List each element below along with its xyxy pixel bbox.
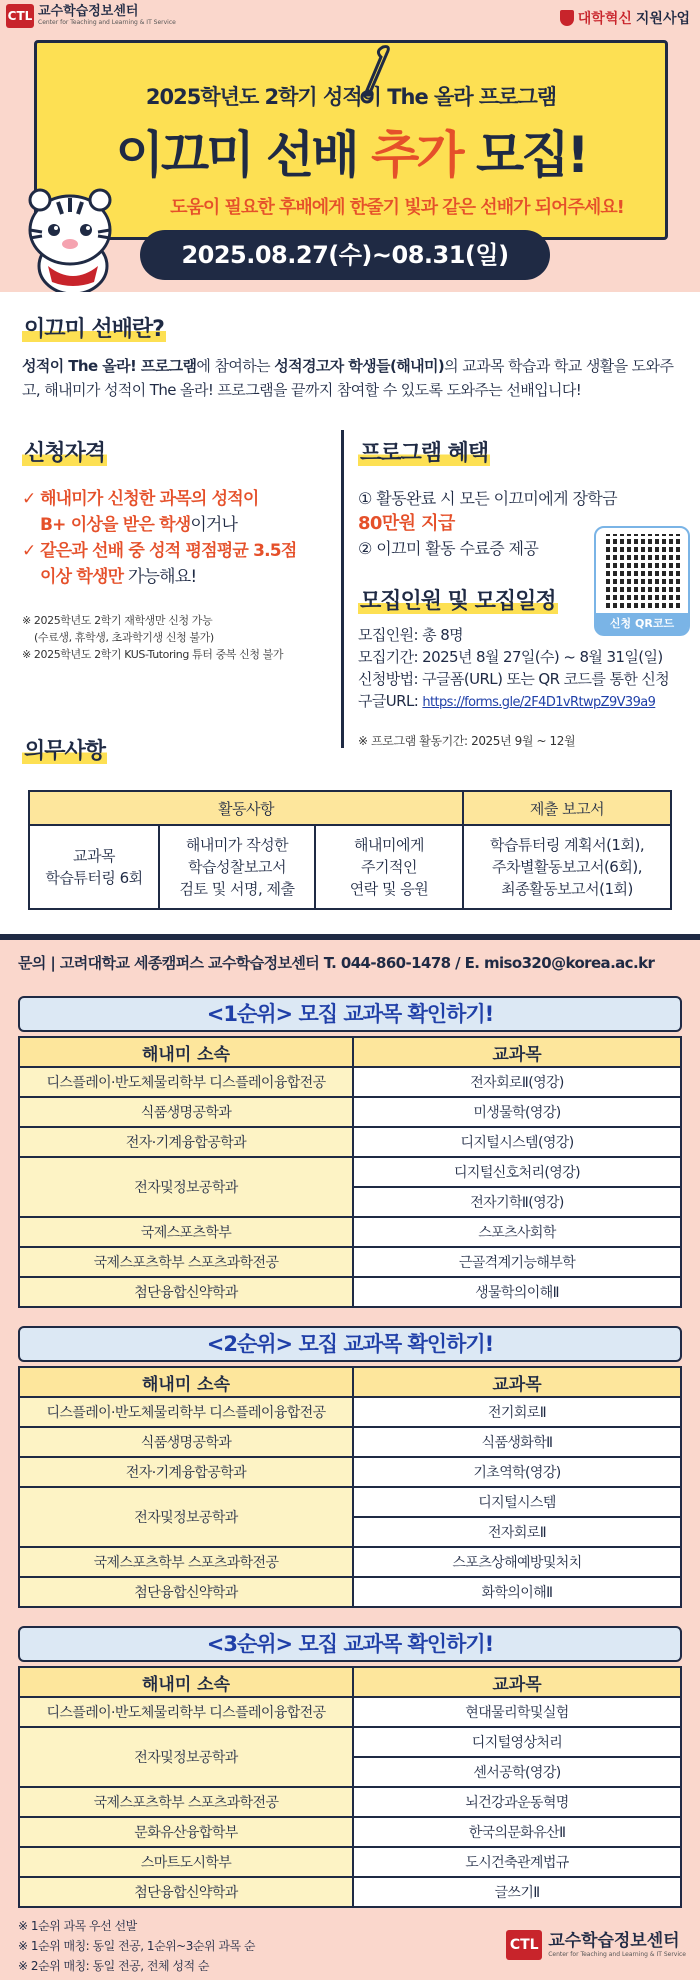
ctl-logo	[6, 4, 176, 28]
course-cell: 뇌건강과운동혁명	[353, 1787, 681, 1817]
qualification-note-1: ※ 2025학년도 2학기 재학생만 신청 가능	[22, 614, 213, 627]
dept-cell: 디스플레이·반도체물리학부 디스플레이융합전공	[19, 1067, 353, 1097]
course-cell: 한국의문화유산Ⅱ	[353, 1817, 681, 1847]
course-cell: 기초역학(영강)	[353, 1457, 681, 1487]
qualification-item-2	[22, 538, 342, 564]
dept-cell: 디스플레이·반도체물리학부 디스플레이융합전공	[19, 1397, 353, 1427]
dept-cell: 국제스포츠학부	[19, 1217, 353, 1247]
course-cell: 근골격계기능해부학	[353, 1247, 681, 1277]
rank1-heading: <1순위> 모집 교과목 확인하기!	[18, 996, 682, 1032]
check-icon: ✓	[22, 541, 36, 561]
qualification-line2-red: B+ 이상을 받은 학생	[40, 515, 191, 535]
tiger-mascot-icon	[18, 186, 128, 296]
dept-cell: 식품생명공학과	[19, 1097, 353, 1127]
dept-cell: 전자·기계융합공학과	[19, 1127, 353, 1157]
course-cell: 디지털영상처리	[353, 1727, 681, 1757]
footnote: ※ 1순위 매칭: 동일 전공, 1순위~3순위 과목 순	[18, 1939, 255, 1953]
course-cell: 디지털시스템(영강)	[353, 1127, 681, 1157]
table-row	[19, 1067, 681, 1097]
ctl-logo-bottom	[506, 1930, 686, 1960]
rank1-table	[18, 1036, 682, 1308]
title-accent: 추가	[370, 126, 462, 184]
recruit-count: 모집인원: 총 8명	[358, 626, 464, 644]
ctl-logo-subname: Center for Teaching and Learning & IT Service	[548, 1951, 686, 1958]
rank-head-course: 교과목	[353, 1367, 681, 1397]
qualification-line2-rest: 이거나	[190, 515, 238, 535]
table-row	[19, 1157, 681, 1187]
table-row	[19, 1847, 681, 1877]
duty-cell: 해내미가 작성한 학습성찰보고서 검토 및 서명, 제출	[159, 825, 315, 909]
rank-head-course: 교과목	[353, 1037, 681, 1067]
intro-text-1: 에 참여하는	[196, 357, 275, 375]
program-subtitle: 2025학년도 2학기 성적이 The 올라 프로그램	[145, 85, 557, 109]
ctl-logo-subname: Center for Teaching and Learning & IT Service	[38, 19, 176, 26]
duty-heading-text: 의무사항	[24, 739, 106, 764]
contact-info: 문의 | 고려대학교 세종캠퍼스 교수학습정보센터 T. 044-860-1478 / E. miso320@korea.ac.kr	[18, 954, 655, 972]
qr-code-icon	[606, 534, 680, 608]
table-row	[19, 1127, 681, 1157]
intro-heading-text: 이끄미 선배란?	[24, 317, 164, 342]
benefit-scholarship: 80만원 지급	[358, 513, 455, 534]
intro-bold-2: 성적경고자 학생들(해내미)	[274, 357, 445, 375]
duty-cell: 교과목 학습튜터링 6회	[29, 825, 159, 909]
tagline: 도움이 필요한 후배에게 한줄기 빛과 같은 선배가 되어주세요!	[170, 197, 624, 218]
dept-cell: 첨단융합신약학과	[19, 1277, 353, 1307]
innovation-logo	[560, 8, 690, 28]
column-divider	[341, 430, 344, 748]
duty-cell: 학습튜터링 계획서(1회), 주차별활동보고서(6회), 최종활동보고서(1회)	[463, 825, 671, 909]
table-row	[19, 1247, 681, 1277]
ctl-logo-mark: CTL	[6, 4, 34, 28]
hero-banner	[34, 40, 668, 240]
dept-cell: 국제스포츠학부 스포츠과학전공	[19, 1247, 353, 1277]
dept-cell: 첨단융합신약학과	[19, 1877, 353, 1907]
course-cell: 전자기학Ⅱ(영강)	[353, 1187, 681, 1217]
dept-cell: 전자·기계융합공학과	[19, 1457, 353, 1487]
recruit-date-badge: 2025.08.27(수)~08.31(일)	[140, 230, 550, 280]
recruit-heading	[358, 584, 558, 615]
dept-cell: 문화유산융합학부	[19, 1817, 353, 1847]
qualification-line1: 해내미가 신청한 과목의 성적이	[40, 489, 259, 509]
qualification-line3: 같은과 선배 중 성적 평점평균 3.5점	[40, 541, 297, 561]
dept-cell: 식품생명공학과	[19, 1427, 353, 1457]
table-row	[19, 1097, 681, 1127]
table-row	[19, 1457, 681, 1487]
table-row	[19, 1787, 681, 1817]
rank-head-dept: 해내미 소속	[19, 1367, 353, 1397]
table-row	[19, 1547, 681, 1577]
intro-heading	[22, 312, 166, 343]
ctl-logo-name: 교수학습정보센터	[548, 1931, 680, 1951]
rank3-table	[18, 1666, 682, 1908]
page-title	[37, 115, 665, 187]
table-row	[19, 1277, 681, 1307]
dept-cell: 국제스포츠학부 스포츠과학전공	[19, 1547, 353, 1577]
course-cell: 디지털신호처리(영강)	[353, 1157, 681, 1187]
qualification-line4-red: 이상 학생만	[40, 567, 124, 587]
footnote: ※ 2순위 매칭: 동일 전공, 전체 성적 순	[18, 1959, 209, 1973]
recruit-url-row	[358, 690, 698, 714]
dept-cell: 첨단융합신약학과	[19, 1577, 353, 1607]
rank2-heading: <2순위> 모집 교과목 확인하기!	[18, 1326, 682, 1362]
course-cell: 생물학의이해Ⅱ	[353, 1277, 681, 1307]
recruit-url-label: 구글URL:	[358, 692, 423, 710]
university-shield-icon	[560, 10, 574, 26]
innovation-logo-red: 대학혁신	[577, 11, 632, 27]
course-cell: 디지털시스템	[353, 1487, 681, 1517]
course-cell: 스포츠사회학	[353, 1217, 681, 1247]
qualification-list	[22, 486, 342, 590]
ctl-logo-mark: CTL	[506, 1930, 542, 1960]
rank-head-dept: 해내미 소속	[19, 1037, 353, 1067]
recruit-method: 신청방법: 구글폼(URL) 또는 QR 코드를 통한 신청	[358, 670, 670, 688]
qualification-item-2b	[22, 564, 342, 590]
intro-bold-1: 성적이 The 올라! 프로그램	[22, 357, 197, 375]
course-cell: 전자회로Ⅱ(영강)	[353, 1067, 681, 1097]
qualification-heading-text: 신청자격	[24, 441, 106, 466]
table-row	[19, 1727, 681, 1757]
divider	[0, 934, 700, 940]
course-cell: 스포츠상해예방및처치	[353, 1547, 681, 1577]
course-cell: 전기회로Ⅱ	[353, 1397, 681, 1427]
table-row	[19, 1397, 681, 1427]
recruit-heading-text: 모집인원 및 모집일정	[360, 589, 556, 614]
title-part1: 이끄미 선배	[115, 126, 371, 184]
table-row	[19, 1427, 681, 1457]
rank-head-dept: 해내미 소속	[19, 1667, 353, 1697]
recruit-info	[358, 624, 698, 714]
google-form-link[interactable]: https://forms.gle/2F4D1vRtwpZ9V39a9	[422, 695, 656, 710]
table-row	[19, 1697, 681, 1727]
dept-cell: 디스플레이·반도체물리학부 디스플레이융합전공	[19, 1697, 353, 1727]
intro-text	[22, 354, 682, 402]
ctl-logo-name: 교수학습정보센터	[38, 4, 139, 19]
duty-head-report: 제출 보고서	[463, 791, 671, 825]
course-cell: 도시건축관계법규	[353, 1847, 681, 1877]
innovation-logo-rest: 지원사업	[635, 11, 690, 27]
table-row	[19, 1217, 681, 1247]
benefit-heading-text: 프로그램 혜택	[360, 441, 489, 466]
qualification-item-1b	[22, 512, 342, 538]
dept-cell: 스마트도시학부	[19, 1847, 353, 1877]
qualification-heading	[22, 436, 107, 467]
check-icon: ✓	[22, 489, 36, 509]
dept-cell: 전자및정보공학과	[19, 1157, 353, 1217]
course-cell: 식품생화학Ⅱ	[353, 1427, 681, 1457]
dept-cell: 전자및정보공학과	[19, 1727, 353, 1787]
table-row	[19, 1817, 681, 1847]
course-cell: 미생물학(영강)	[353, 1097, 681, 1127]
duty-heading	[22, 734, 107, 765]
qualification-note-2: ※ 2025학년도 2학기 KUS-Tutoring 튜터 중복 신청 불가	[22, 648, 284, 661]
activity-period-note: ※ 프로그램 활동기간: 2025년 9월 ~ 12월	[358, 734, 576, 748]
table-row	[19, 1877, 681, 1907]
title-part2: 모집!	[461, 126, 587, 184]
duty-head-activity: 활동사항	[29, 791, 463, 825]
qualification-item-1	[22, 486, 342, 512]
qualification-note-1b: (수료생, 휴학생, 초과학기생 신청 불가)	[34, 631, 214, 644]
intro-text-2: 의 교과목 학습과 학교 생활을 도와주고, 해내미가 성적이 The 올라! 프로그램을 끝까지 참여할 수 있도록 도와주는 선배입니다!	[22, 357, 674, 399]
rank-head-course: 교과목	[353, 1667, 681, 1697]
course-cell: 화학의이해Ⅱ	[353, 1577, 681, 1607]
course-cell: 전자회로Ⅱ	[353, 1517, 681, 1547]
qr-label: 신청 QR코드	[596, 613, 688, 635]
table-row	[19, 1577, 681, 1607]
duty-table	[28, 790, 672, 910]
footnotes	[18, 1916, 255, 1976]
table-row	[19, 1487, 681, 1517]
rank2-table	[18, 1366, 682, 1608]
recruit-period: 모집기간: 2025년 8월 27일(수) ~ 8월 31일(일)	[358, 648, 663, 666]
benefit-heading	[358, 436, 490, 467]
dept-cell: 국제스포츠학부 스포츠과학전공	[19, 1787, 353, 1817]
apply-qr-code[interactable]	[594, 526, 690, 636]
qualification-notes	[22, 612, 352, 663]
qualification-line4-rest: 가능해요!	[123, 567, 197, 587]
footnote: ※ 1순위 과목 우선 선발	[18, 1919, 137, 1933]
dept-cell: 전자및정보공학과	[19, 1487, 353, 1547]
course-cell: 센서공학(영강)	[353, 1757, 681, 1787]
duty-cell: 해내미에게 주기적인 연락 및 응원	[315, 825, 463, 909]
course-cell: 현대물리학및실험	[353, 1697, 681, 1727]
benefit-line-2: ② 이끄미 활동 수료증 제공	[358, 539, 539, 558]
course-cell: 글쓰기Ⅱ	[353, 1877, 681, 1907]
benefit-line-1: ① 활동완료 시 모든 이끄미에게 장학금	[358, 489, 618, 508]
rank3-heading: <3순위> 모집 교과목 확인하기!	[18, 1626, 682, 1662]
